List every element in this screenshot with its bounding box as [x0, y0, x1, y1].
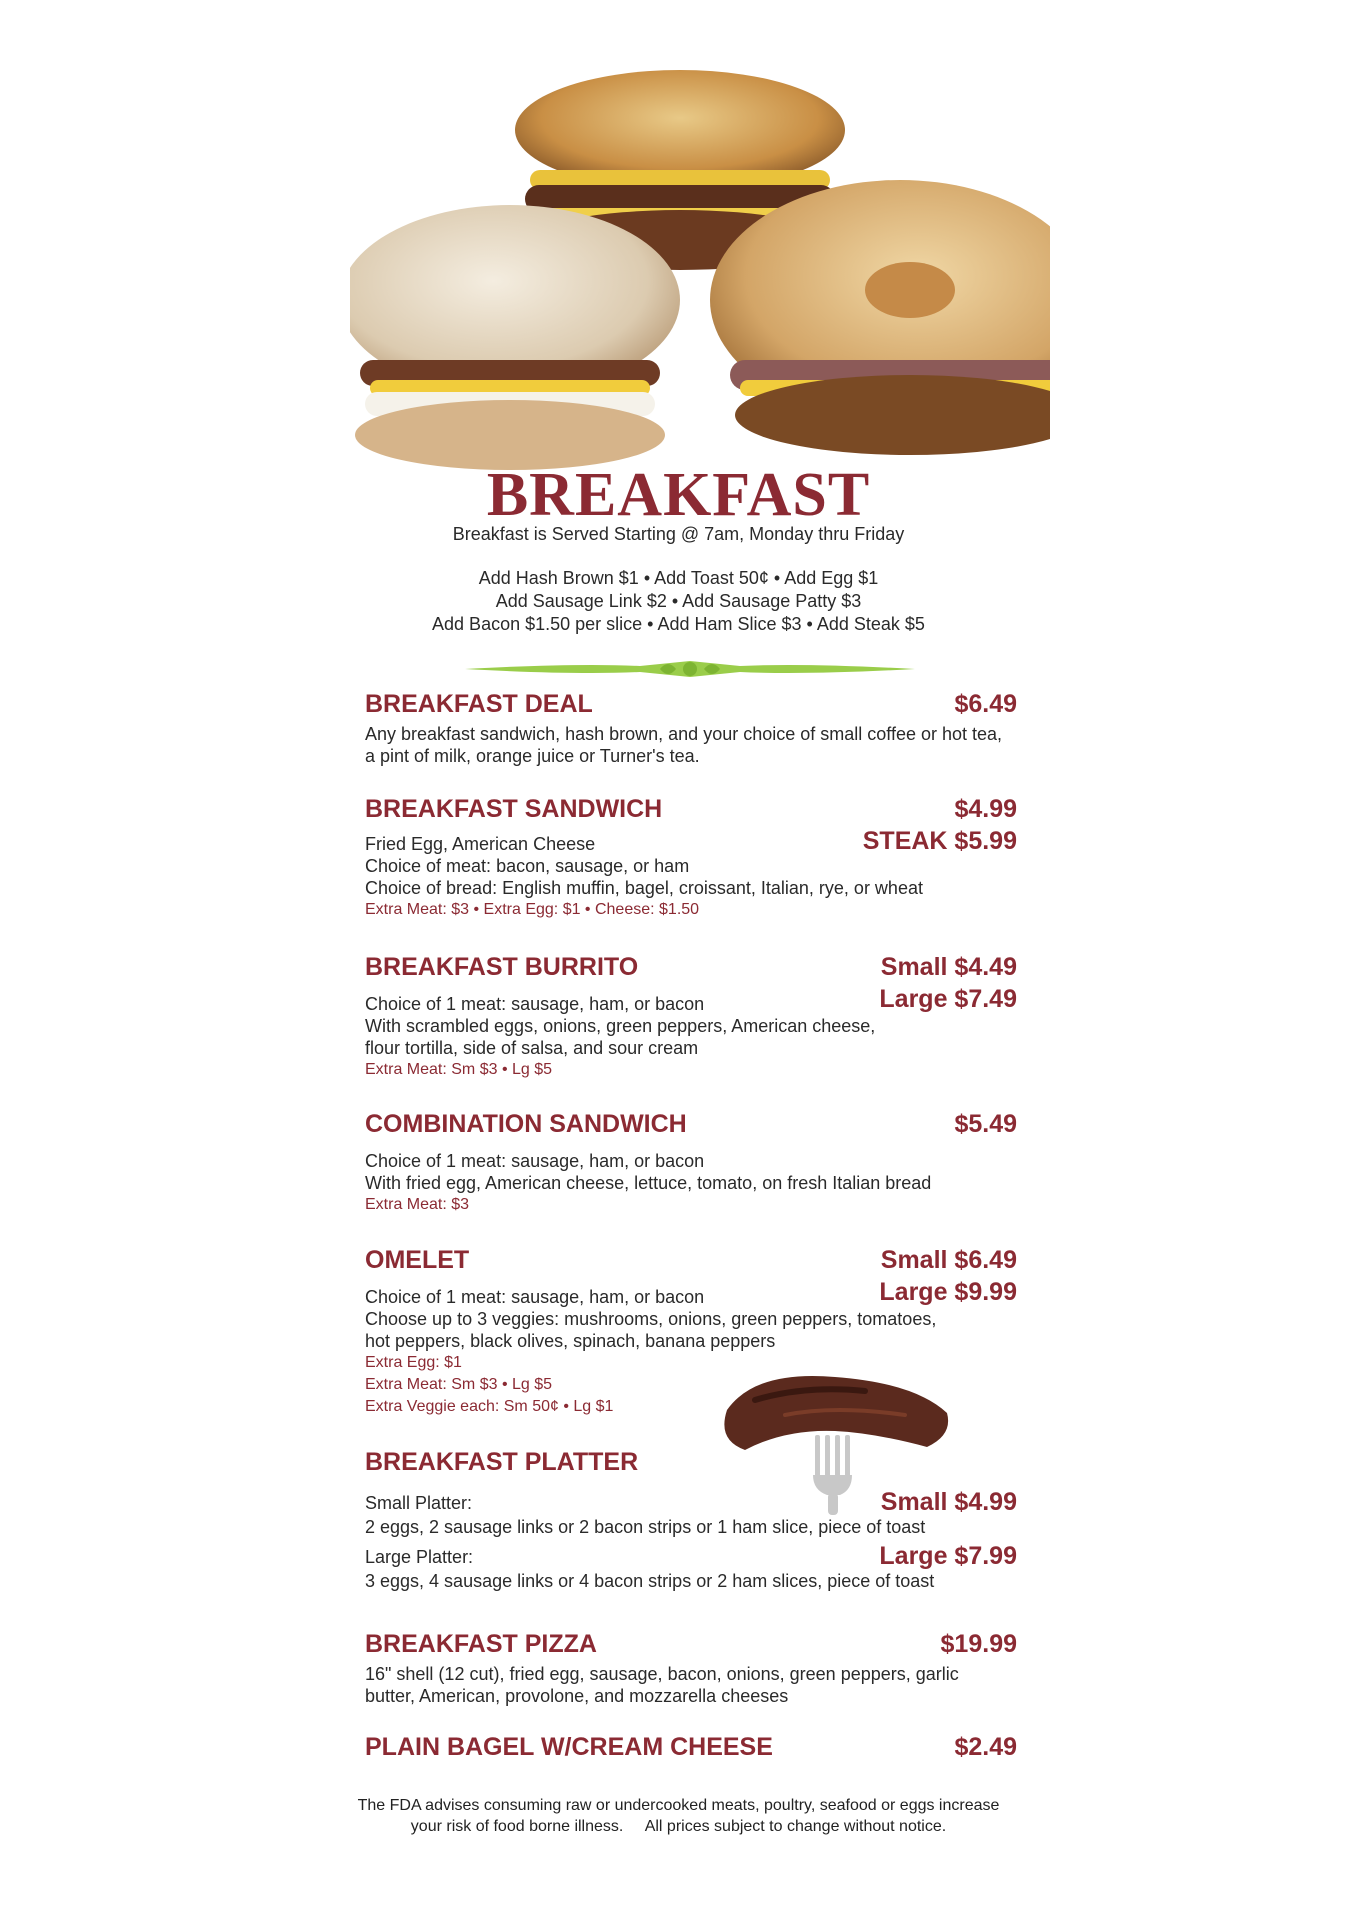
item-extras: Extra Meat: $3 • Extra Egg: $1 • Cheese: $1.50	[365, 901, 700, 918]
item-price-large: Large $7.99	[879, 1542, 1017, 1570]
item-price-large: Large $7.49	[879, 985, 1017, 1013]
menu-item-plain-bagel	[365, 1733, 1017, 1767]
item-description-1: Fried Egg, American Cheese	[365, 834, 596, 854]
item-name: BREAKFAST DEAL	[365, 690, 593, 718]
item-description: Any breakfast sandwich, hash brown, and your choice of small coffee or hot tea, a pint of milk, orange juice or Turner's tea.	[365, 724, 1003, 766]
page-title: BREAKFAST	[486, 461, 871, 529]
addons-line-3: Add Bacon $1.50 per slice • Add Ham Slice $3 • Add Steak $5	[432, 614, 925, 634]
item-description-2: Choose up to 3 veggies: mushrooms, onions, green peppers, tomatoes,	[365, 1309, 937, 1329]
small-platter-label: Small Platter:	[365, 1493, 473, 1513]
item-description-3: Choice of bread: English muffin, bagel, croissant, Italian, rye, or wheat	[365, 878, 923, 898]
item-description-1: Choice of 1 meat: sausage, ham, or bacon	[365, 1151, 705, 1171]
ornamental-divider	[465, 654, 915, 684]
item-price-steak: STEAK $5.99	[862, 827, 1017, 855]
large-platter-description: 3 eggs, 4 sausage links or 4 bacon strips or 2 ham slices, piece of toast	[365, 1571, 935, 1591]
item-name: BREAKFAST PLATTER	[365, 1448, 639, 1476]
item-price-large: Large $9.99	[879, 1278, 1017, 1306]
item-price: $4.99	[954, 795, 1017, 823]
fda-disclaimer	[0, 1795, 1357, 1837]
item-description-2: butter, American, provolone, and mozzarella cheeses	[365, 1686, 789, 1706]
item-description-1: Choice of 1 meat: sausage, ham, or bacon	[365, 994, 705, 1014]
item-description-2: Choice of meat: bacon, sausage, or ham	[365, 856, 690, 876]
item-name: OMELET	[365, 1246, 470, 1274]
addons-line-1: Add Hash Brown $1 • Add Toast 50¢ • Add Egg $1	[478, 568, 879, 588]
item-description-3: flour tortilla, side of salsa, and sour cream	[365, 1038, 699, 1058]
menu-item-breakfast-sandwich	[365, 795, 1017, 925]
item-extras-meat: Extra Meat: Sm $3 • Lg $5	[365, 1376, 553, 1393]
item-description-2: With scrambled eggs, onions, green peppers, American cheese,	[365, 1016, 876, 1036]
item-name: PLAIN BAGEL W/CREAM CHEESE	[365, 1733, 773, 1761]
addons-line-2: Add Sausage Link $2 • Add Sausage Patty $3	[495, 591, 862, 611]
item-price-small: Small $6.49	[880, 1246, 1017, 1274]
item-extras-egg: Extra Egg: $1	[365, 1354, 462, 1371]
item-price-small: Small $4.99	[880, 1488, 1017, 1516]
disclaimer-line-1: The FDA advises consuming raw or undercooked meats, poultry, seafood or eggs increase	[357, 1797, 1000, 1814]
item-price: $5.49	[954, 1110, 1017, 1138]
menu-item-breakfast-deal	[365, 690, 1017, 770]
service-hours: Breakfast is Served Starting @ 7am, Monday thru Friday	[452, 524, 905, 544]
item-extras-veggie: Extra Veggie each: Sm 50¢ • Lg $1	[365, 1398, 614, 1415]
item-extras: Extra Meat: Sm $3 • Lg $5	[365, 1061, 553, 1078]
item-price-small: Small $4.49	[880, 953, 1017, 981]
item-price: $6.49	[954, 690, 1017, 718]
item-price: $19.99	[940, 1630, 1017, 1658]
breakfast-sandwiches-image	[350, 60, 1050, 480]
small-platter-description: 2 eggs, 2 sausage links or 2 bacon strips or 1 ham slice, piece of toast	[365, 1517, 926, 1537]
item-description-1: 16" shell (12 cut), fried egg, sausage, bacon, onions, green peppers, garlic	[365, 1664, 959, 1684]
large-platter-label: Large Platter:	[365, 1547, 474, 1567]
menu-item-breakfast-burrito	[365, 953, 1017, 1083]
menu-item-breakfast-pizza	[365, 1630, 1017, 1710]
item-name: BREAKFAST PIZZA	[365, 1630, 597, 1658]
item-name: BREAKFAST BURRITO	[365, 953, 639, 981]
item-price: $2.49	[954, 1733, 1017, 1761]
disclaimer-line-2: your risk of food borne illness. All prices subject to change without notice.	[410, 1818, 947, 1835]
menu-item-combination-sandwich	[365, 1110, 1017, 1220]
item-name: COMBINATION SANDWICH	[365, 1110, 687, 1138]
item-description-1: Choice of 1 meat: sausage, ham, or bacon	[365, 1287, 705, 1307]
menu-item-breakfast-platter	[365, 1448, 1017, 1608]
item-extras: Extra Meat: $3	[365, 1196, 470, 1213]
item-description-3: hot peppers, black olives, spinach, banana peppers	[365, 1331, 776, 1351]
item-name: BREAKFAST SANDWICH	[365, 795, 663, 823]
item-description-2: With fried egg, American cheese, lettuce, tomato, on fresh Italian bread	[365, 1173, 932, 1193]
